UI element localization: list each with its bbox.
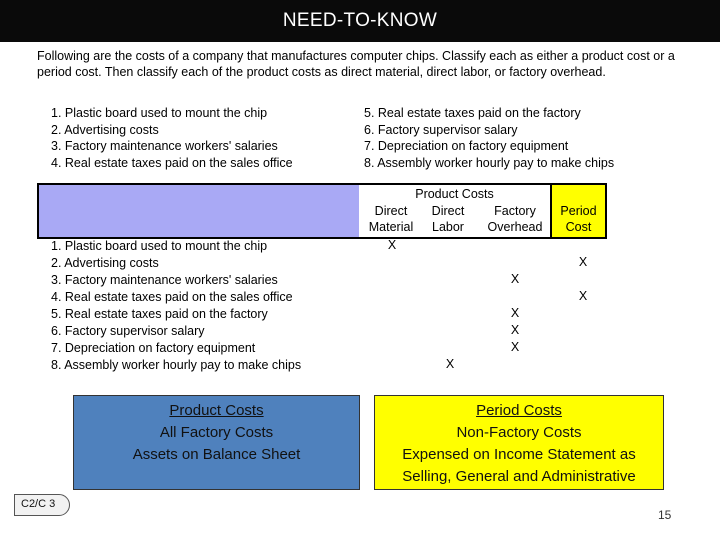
row-2-period-cost-mark: X bbox=[578, 255, 588, 269]
row-8-direct-labor-mark: X bbox=[445, 357, 455, 371]
summary-heading: Period Costs bbox=[476, 402, 562, 419]
period-cost-label: Period Cost bbox=[560, 204, 597, 234]
summary-line: Non-Factory Costs bbox=[456, 424, 582, 441]
direct-material-header: Direct Material bbox=[368, 204, 414, 234]
cost-list-left bbox=[51, 105, 293, 171]
page-number: 15 bbox=[658, 508, 672, 522]
cost-item: 4. Real estate taxes paid on the sales office bbox=[51, 155, 293, 170]
product-costs-label: Product Costs bbox=[415, 187, 494, 201]
table-row: 2. Advertising costs bbox=[51, 256, 159, 270]
summary-line: Expensed on Income Statement as bbox=[402, 446, 636, 463]
table-row: 5. Real estate taxes paid on the factory bbox=[51, 307, 268, 321]
row-4-period-cost-mark: X bbox=[578, 289, 588, 303]
cost-item: 2. Advertising costs bbox=[51, 122, 159, 137]
cost-item: 8. Assembly worker hourly pay to make chips bbox=[364, 155, 615, 170]
period-costs-summary bbox=[374, 395, 664, 490]
row-1-direct-material-mark: X bbox=[387, 238, 397, 252]
table-row: 6. Factory supervisor salary bbox=[51, 324, 205, 338]
row-5-factory-overhead-mark: X bbox=[510, 306, 520, 320]
classification-rows bbox=[51, 238, 301, 374]
table-row: 4. Real estate taxes paid on the sales office bbox=[51, 290, 293, 304]
table-row: 8. Assembly worker hourly pay to make chips bbox=[51, 358, 302, 372]
slide-title: NEED-TO-KNOW bbox=[0, 0, 720, 42]
cost-item: 1. Plastic board used to mount the chip bbox=[51, 106, 268, 120]
cost-list-right bbox=[364, 105, 614, 171]
direct-labor-header: Direct Labor bbox=[431, 204, 465, 234]
cost-item: 3. Factory maintenance workers' salaries bbox=[51, 139, 278, 153]
row-3-factory-overhead-mark: X bbox=[510, 272, 520, 286]
summary-line: All Factory Costs bbox=[159, 424, 274, 441]
cost-item: 6. Factory supervisor salary bbox=[364, 122, 518, 137]
table-row: 3. Factory maintenance workers' salaries bbox=[51, 273, 278, 287]
row-6-factory-overhead-mark: X bbox=[510, 323, 520, 337]
product-costs-summary bbox=[73, 395, 360, 490]
cost-item: 7. Depreciation on factory equipment bbox=[364, 139, 569, 153]
factory-overhead-header: Factory Overhead bbox=[487, 204, 543, 234]
summary-line: Assets on Balance Sheet bbox=[132, 446, 301, 463]
summary-heading: Product Costs bbox=[169, 402, 264, 419]
row-7-factory-overhead-mark: X bbox=[510, 340, 520, 354]
learning-objective-badge: C2/C 3 bbox=[14, 494, 70, 516]
summary-line: Selling, General and Administrative bbox=[402, 468, 636, 485]
instructions-text: Following are the costs of a company that manufactures computer chips. Classify each as either a product cost or a period cost. Then classify each of the product costs as direct material, direct labor, or factory overhead. bbox=[37, 49, 675, 79]
table-row: 7. Depreciation on factory equipment bbox=[51, 341, 256, 355]
table-row: 1. Plastic board used to mount the chip bbox=[51, 239, 268, 253]
cost-item: 5. Real estate taxes paid on the factory bbox=[364, 106, 581, 120]
